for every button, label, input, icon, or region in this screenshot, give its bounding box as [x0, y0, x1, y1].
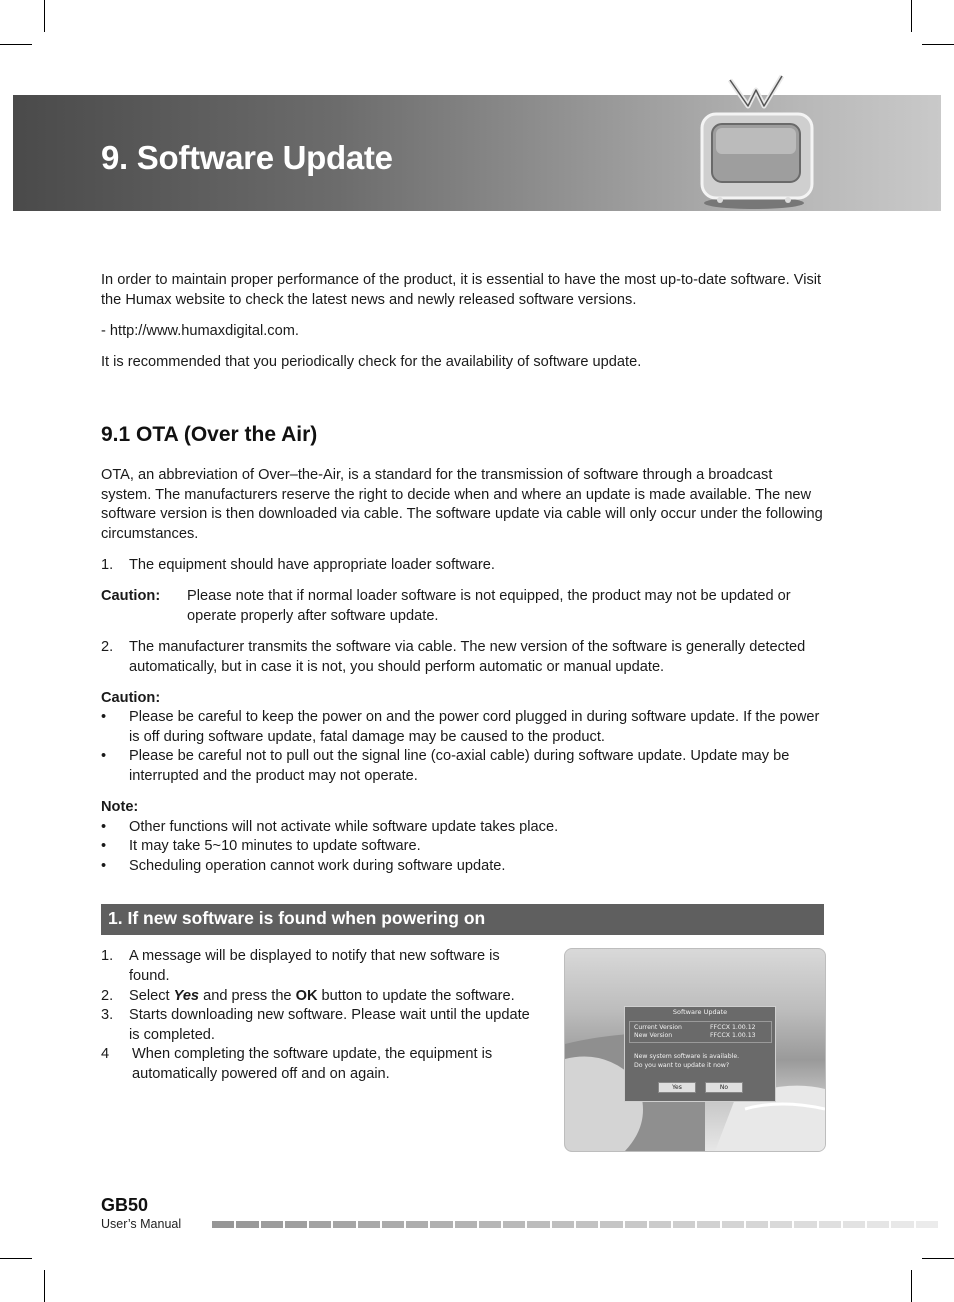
- footer-bar-segment: [770, 1221, 792, 1228]
- footer-bar-segment: [285, 1221, 307, 1228]
- footer-bar-segment: [479, 1221, 501, 1228]
- ok-emphasis: OK: [295, 988, 318, 1004]
- crop-mark: [44, 1270, 45, 1302]
- yes-emphasis: Yes: [173, 988, 200, 1004]
- list-number: 1.: [101, 557, 114, 573]
- list-number: 2.: [101, 639, 114, 655]
- section-title: 9.1 OTA (Over the Air): [101, 423, 318, 446]
- footer-bar-segment: [406, 1221, 428, 1228]
- footer-bar-segment: [867, 1221, 889, 1228]
- footer-bar-segment: [649, 1221, 671, 1228]
- step-number: 1.: [101, 948, 114, 964]
- chapter-title: 9. Software Update: [101, 139, 393, 176]
- footer-bar-segment: [261, 1221, 283, 1228]
- intro-paragraph: In order to maintain proper performance of the product, it is essential to have the most up-to-date software. Visit the Humax website to check the latest news and newly released software versions.: [101, 272, 822, 308]
- bullet-icon: •: [101, 748, 107, 764]
- caution-item: Please be careful to keep the power on and the power cord plugged in during software update. If the power is off during software update, fatal damage may be caused to the product.: [129, 709, 820, 745]
- update-screenshot: [564, 948, 826, 1152]
- footer-bar-segment: [697, 1221, 719, 1228]
- step-number: 2.: [101, 988, 114, 1004]
- subsection-title: 1. If new software is found when powering on: [108, 908, 486, 928]
- list-item: The manufacturer transmits the software via cable. The new version of the software is generally detected automatically, but in case it is not, you should perform automatic or manual update.: [129, 639, 806, 675]
- footer-bar-segment: [819, 1221, 841, 1228]
- note-item: Scheduling operation cannot work during software update.: [129, 858, 506, 874]
- dialog-title: Software Update: [672, 1008, 728, 1016]
- caution-label: Caution:: [101, 690, 161, 706]
- ota-description: OTA, an abbreviation of Over–the-Air, is a standard for the transmission of software through a broadcast system. The manufacturers reserve the right to decide when and where an update is made available. The new software version is then downloaded via cable. The software update via cable will only occur under the following circumstances.: [101, 467, 823, 542]
- step-text-part: Select: [129, 988, 174, 1004]
- note-item: Other functions will not activate while software update takes place.: [129, 819, 559, 835]
- new-version-label: New Version: [634, 1032, 673, 1039]
- bullet-icon: •: [101, 838, 107, 854]
- crop-mark: [911, 1270, 912, 1302]
- step-text-part: and press the: [199, 988, 296, 1004]
- footer-progress-bar: [212, 1221, 938, 1228]
- footer-bar-segment: [503, 1221, 525, 1228]
- crop-mark: [922, 44, 954, 45]
- footer-bar-segment: [455, 1221, 477, 1228]
- step-text-part: button to update the software.: [317, 988, 515, 1004]
- caution-item: Please be careful not to pull out the signal line (co-axial cable) during software update. Update may be interrupted and the product may not operate.: [129, 748, 790, 784]
- footer-bar-segment: [746, 1221, 768, 1228]
- website-link[interactable]: - http://www.humaxdigital.com.: [101, 323, 299, 339]
- footer-bar-segment: [673, 1221, 695, 1228]
- step-text: [129, 987, 549, 1007]
- list-item: The equipment should have appropriate loader software.: [129, 557, 495, 573]
- dialog-question: Do you want to update it now?: [634, 1062, 730, 1069]
- caution-text: Please note that if normal loader software is not equipped, the product may not be updated or operate properly after software update.: [187, 588, 791, 624]
- bullet-icon: •: [101, 709, 107, 725]
- step-number: 4: [101, 1046, 110, 1062]
- footer-bar-segment: [212, 1221, 234, 1228]
- new-version-value: FFCCX 1.00.13: [710, 1032, 756, 1039]
- step-text: A message will be displayed to notify that new software is found.: [129, 948, 500, 984]
- step-text: Starts downloading new software. Please wait until the update is completed.: [129, 1007, 530, 1043]
- manual-subtitle: User’s Manual: [101, 1217, 182, 1231]
- footer-bar-segment: [916, 1221, 938, 1228]
- bullet-icon: •: [101, 858, 107, 874]
- crop-mark: [0, 44, 32, 45]
- crop-mark: [0, 1258, 32, 1259]
- step-number: 3.: [101, 1007, 114, 1023]
- footer-bar-segment: [600, 1221, 622, 1228]
- crop-mark: [911, 0, 912, 32]
- step-text: When completing the software update, the equipment is automatically powered off and on again.: [132, 1046, 493, 1082]
- caution-label: Caution:: [101, 588, 161, 604]
- no-button[interactable]: No: [705, 1082, 743, 1093]
- footer-bar-segment: [625, 1221, 647, 1228]
- model-name: GB50: [101, 1195, 149, 1215]
- subsection-header: [101, 904, 824, 935]
- current-version-value: FFCCX 1.00.12: [710, 1024, 756, 1031]
- footer-bar-segment: [527, 1221, 549, 1228]
- footer-bar-segment: [358, 1221, 380, 1228]
- bullet-icon: •: [101, 819, 107, 835]
- footer-bar-segment: [430, 1221, 452, 1228]
- footer-bar-segment: [891, 1221, 913, 1228]
- crop-mark: [922, 1258, 954, 1259]
- intro-recommendation: It is recommended that you periodically check for the availability of software update.: [101, 354, 642, 370]
- note-label: Note:: [101, 799, 139, 815]
- footer-bar-segment: [722, 1221, 744, 1228]
- footer-bar-segment: [576, 1221, 598, 1228]
- dialog-message: New system software is available.: [634, 1053, 740, 1060]
- footer-bar-segment: [794, 1221, 816, 1228]
- yes-button[interactable]: Yes: [658, 1082, 696, 1093]
- footer-bar-segment: [552, 1221, 574, 1228]
- footer-bar-segment: [236, 1221, 258, 1228]
- tv-icon: [690, 68, 820, 213]
- footer-bar-segment: [843, 1221, 865, 1228]
- software-update-dialog: [624, 1006, 776, 1102]
- note-item: It may take 5~10 minutes to update software.: [129, 838, 421, 854]
- footer-bar-segment: [382, 1221, 404, 1228]
- footer-bar-segment: [333, 1221, 355, 1228]
- current-version-label: Current Version: [634, 1024, 682, 1031]
- crop-mark: [44, 0, 45, 32]
- footer-bar-segment: [309, 1221, 331, 1228]
